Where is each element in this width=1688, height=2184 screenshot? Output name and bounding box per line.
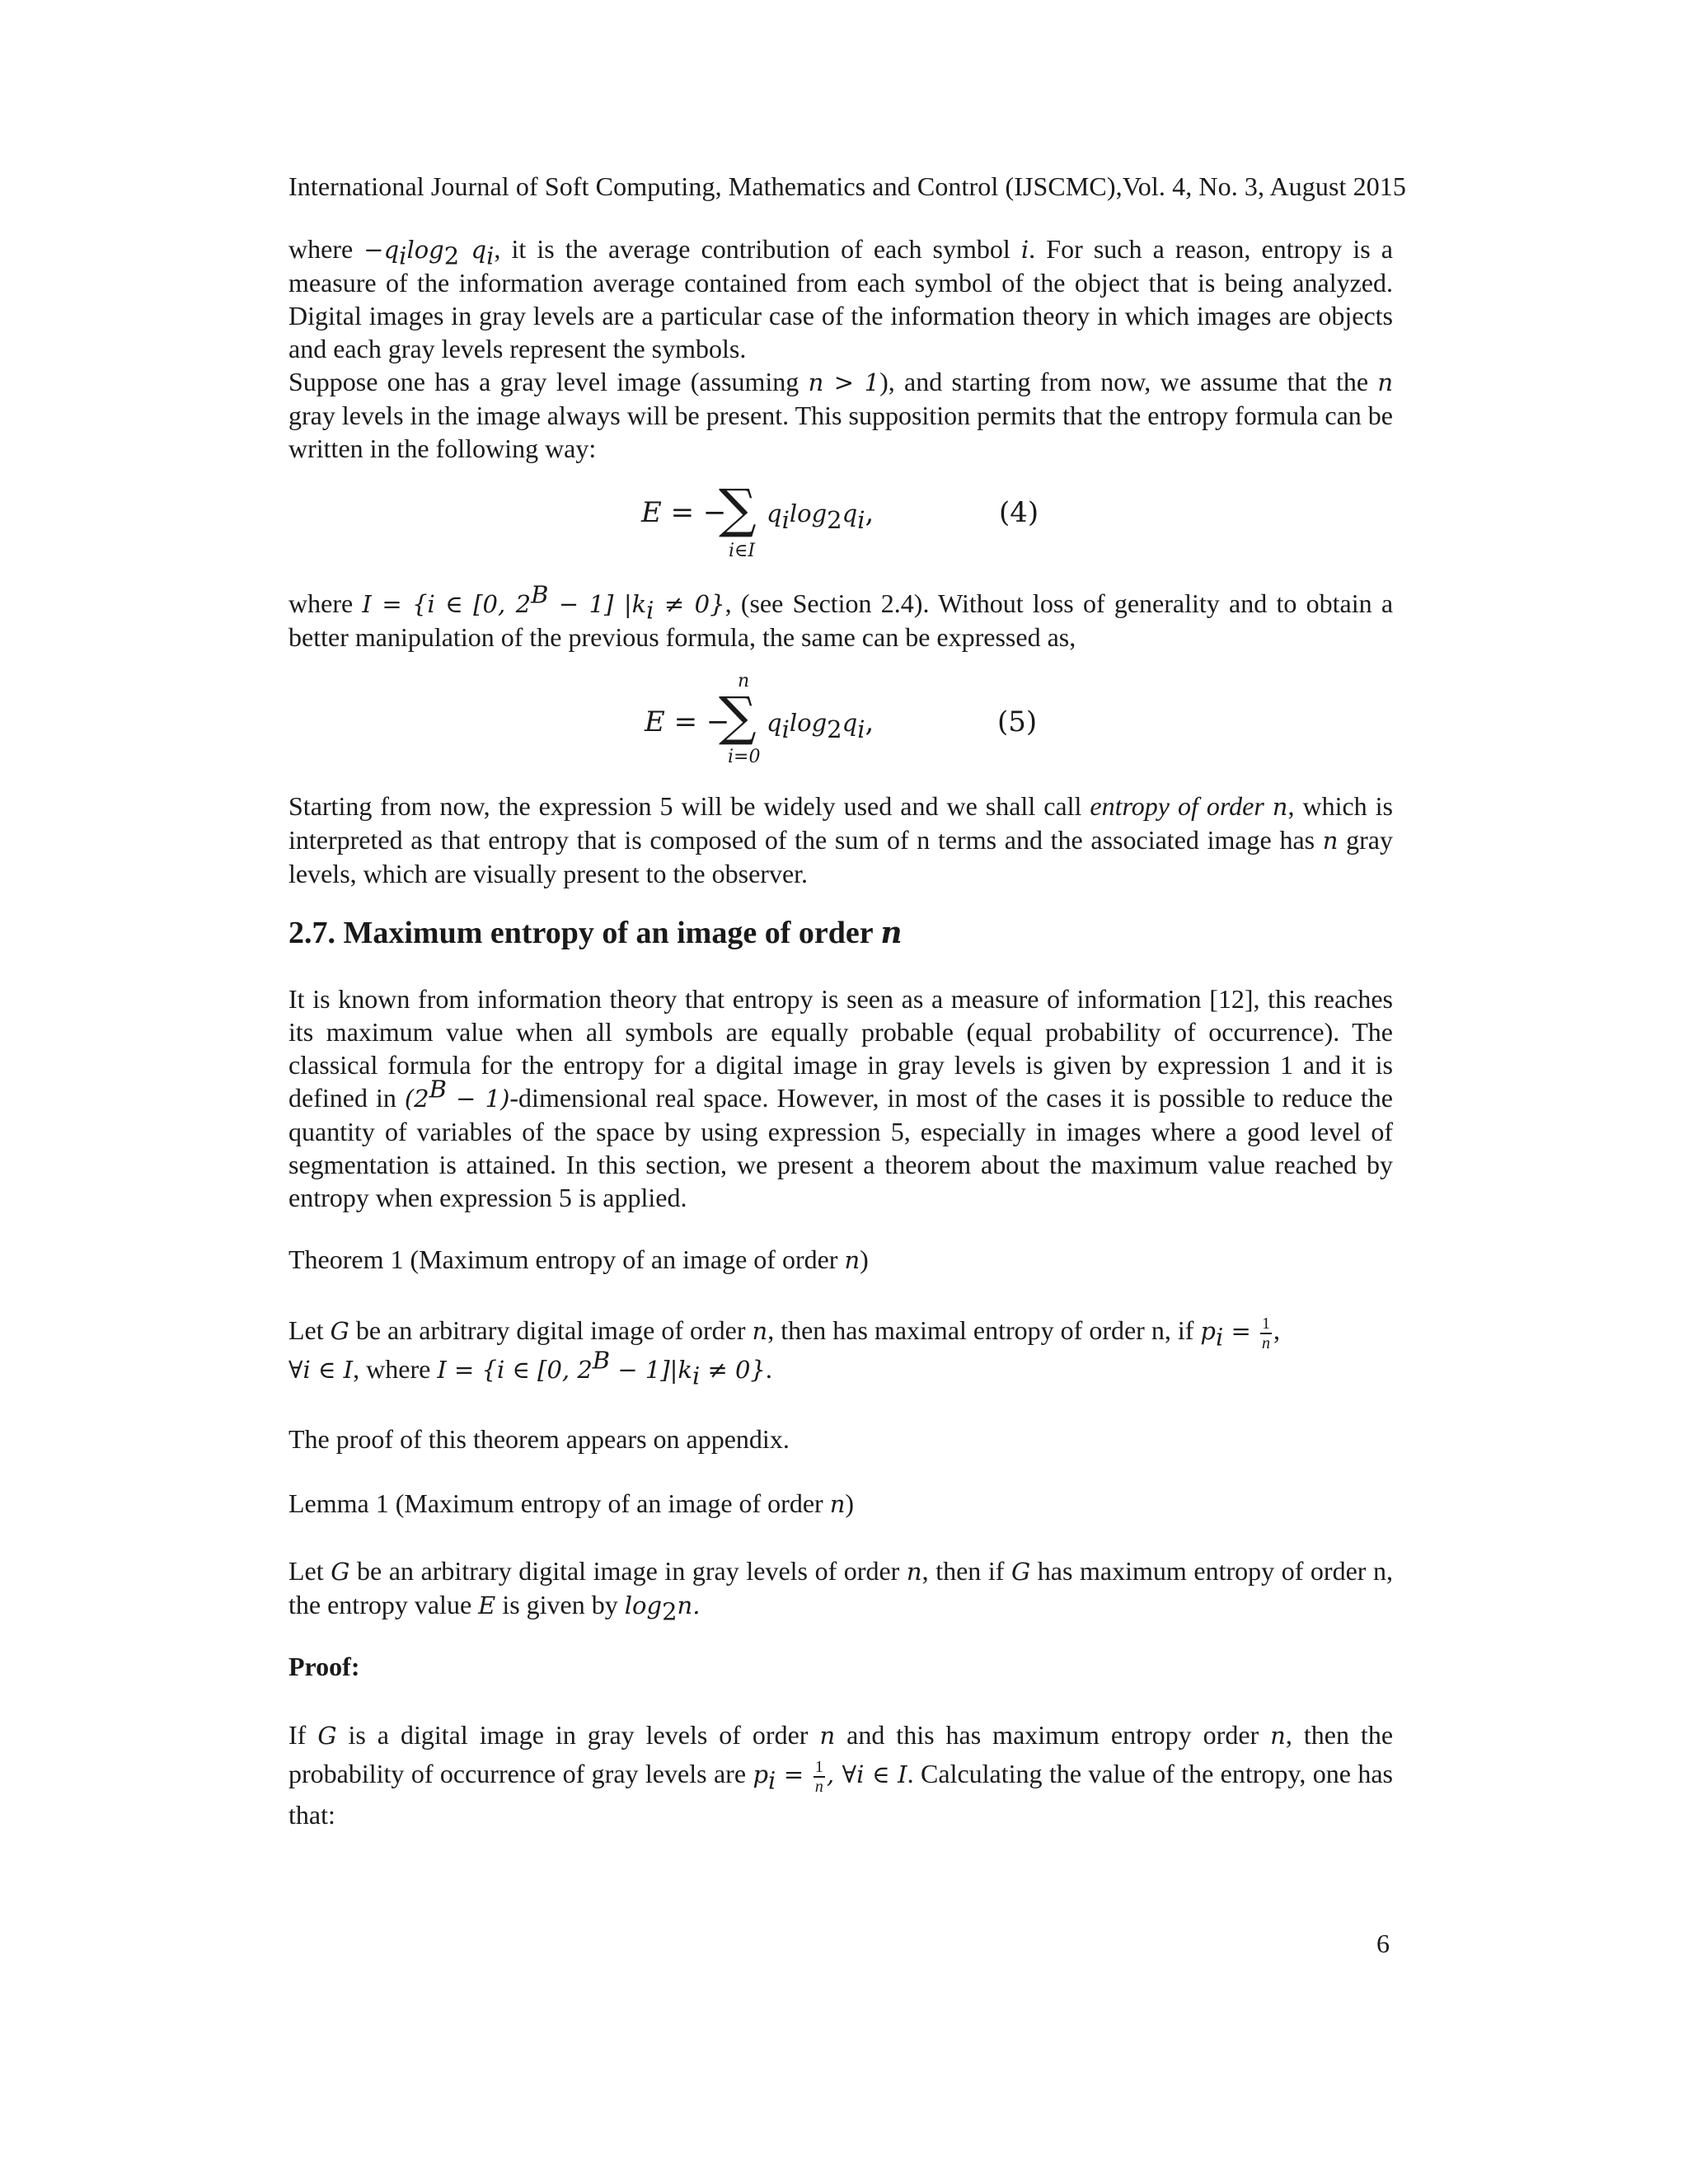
- theorem-label: Theorem 1 (Maximum entropy of an image of order n): [288, 1244, 869, 1274]
- paragraph-entropy-of-order-n: Starting from now, the expression 5 will be widely used and we shall call entropy of order n, which is interpreted as that entropy that is composed of the sum of n terms and the associated image has n gray levels, which are visually present to the observer.: [288, 791, 1394, 888]
- sum-symbol: ∑: [719, 687, 757, 748]
- running-header: International Journal of Soft Computing, Mathematics and Control (IJSCMC),Vol. 4, No. 3, August 2015: [288, 171, 1406, 201]
- lemma-statement: Let G be an arbitrary digital image in gray levels of order n, then if G has maximum entropy of order n, the entropy value E is given by $\log_2n$.: [288, 1556, 1394, 1626]
- page-number: 6: [1376, 1929, 1390, 1958]
- paragraph-information-theory: It is known from information theory that entropy is seen as a measure of information [12], this reaches its maximum value when all symbols are equally probable (equal probability of occurrence). The classical formula for the entropy for a digital image in gray levels is given by expression 1 and it is defined in ($2^B$ − 1)-dimensional real space. However, in most of the cases it is possible to reduce the quantity of variables of the space by using expression 5, especially in images where a good level of segmentation is attained. In this section, we present a theorem about the maximum value reached by entropy when expression 5 is applied.: [288, 984, 1394, 1212]
- theorem-statement: Let G be an arbitrary digital image of order n, then has maximal entropy of order n, if $p_i$ = $\frac{1}{n}$ , ∀i ∈ I, where I = {i ∈ [0, $2^B - 1]|k_i \ne 0$}.: [288, 1314, 1280, 1390]
- paragraph-index-set: where I = {i ∈ [0, $2^B - 1$] $|k_i \ne 0$}, (see Section 2.4). Without loss of generality and to obtain a better manipulation of the previous formula, the same can be expressed as,: [288, 580, 1394, 652]
- section-heading: 2.7. Maximum entropy of an image of order n: [288, 916, 903, 950]
- lemma-label: Lemma 1 (Maximum entropy of an image of order n): [288, 1488, 855, 1518]
- sum-symbol: ∑: [719, 479, 757, 540]
- page: International Journal of Soft Computing, Mathematics and Control (IJSCMC),Vol. 4, No. 3, August 2015 where $-q_i\log_2$ $q_i$, it is the average contribution of each symbol i. For such a reason, entropy is a measure of the information average contained from each symbol of the object that is being analyzed. Digital images in gray levels are a particular case of the information theory in which images are objects and each gray levels represent the symbols. Suppose one has a gray level image (assuming n > 1), and starting from now, we assume that the n gray levels in the image always will be present. This supposition permits that the entropy formula can be written in the following way: E = − ∑ i∈I $q_i\log_2q_i$, (4) where I = {i ∈ [0, $2^B - 1$] $|k_i \ne 0$}, (see Section 2.4). Without loss of generality and to obtain a better manipulation of the previous formula, the same can be expressed as, n E = − ∑ i=0 $q_i\log_2q_i$, (5) Starting from now, the expression 5 will be widely used and we shall call entropy of order n, which is interpreted as that entropy that is composed of the sum of n terms and the associated image has n gray levels, which are visually present to the observer. 2.7. Maximum entropy of an image of order n It is known from information theory that entropy is seen as a measure of information [12], this reaches its maximum value when all symbols are equally probable (equal probability of occurrence). The classical formula for the entropy for a digital image in gray levels is given by expression 1 and it is defined in ($2^B$ − 1)-dimensional real space. However, in most of the cases it is possible to reduce the quantity of variables of the space by using expression 5, especially in images where a good level of segmentation is attained. In this section, we present a theorem about the maximum value reached by entropy when expression 5 is applied. Theorem 1 (Maximum entropy of an image of order n) Let G be an arbitrary digital image of order n, then has maximal entropy of order n, if $p_i$ = $\frac{1}{n}$ , ∀i ∈ I, where I = {i ∈ [0, $2^B - 1]|k_i \ne 0$}. The proof of this theorem appears on appendix. Lemma 1 (Maximum entropy of an image of order n) Let G be an arbitrary digital image in gray levels of order n, then if G has maximum entropy of order n, the entropy value E is given by $\log_2n$. Proof: If G is a digital image in gray levels of order n and this has maximum entropy order n, then the probability of occurrence of gray levels are $p_i$ = $\frac{1}{n}$ , ∀i ∈ I. Calculating the value of the entropy, one has that: 6: [288, 171, 1406, 1958]
- paragraph-gray-level-supposition: Suppose one has a gray level image (assuming n > 1), and starting from now, we assume that the n gray levels in the image always will be present. This supposition permits that the entropy formula can be written in the following way:: [288, 367, 1394, 463]
- proof-body: If G is a digital image in gray levels of order n and this has maximum entropy order n, then the probability of occurrence of gray levels are $p_i$ = $\frac{1}{n}$ , ∀i ∈ I. Calculating the value of the entropy, one has that:: [288, 1720, 1394, 1830]
- proof-note: The proof of this theorem appears on appendix.: [288, 1424, 790, 1454]
- proof-heading: Proof:: [288, 1652, 360, 1681]
- fraction-one-over-n: $\frac{1}{n}$: [1261, 1314, 1270, 1352]
- paragraph-entropy-contribution: where $-q_i\log_2$ $q_i$, it is the average contribution of each symbol i. For such a reason, entropy is a measure of the information average contained from each symbol of the object that is being analyzed. Digital images in gray levels are a particular case of the information theory in which images are objects and each gray levels represent the symbols. Suppose one has a gray level image (assuming n > 1), and starting from now, we assume that the n gray levels in the image always will be present. This supposition permits that the entropy formula can be written in the following way:: [288, 234, 1394, 463]
